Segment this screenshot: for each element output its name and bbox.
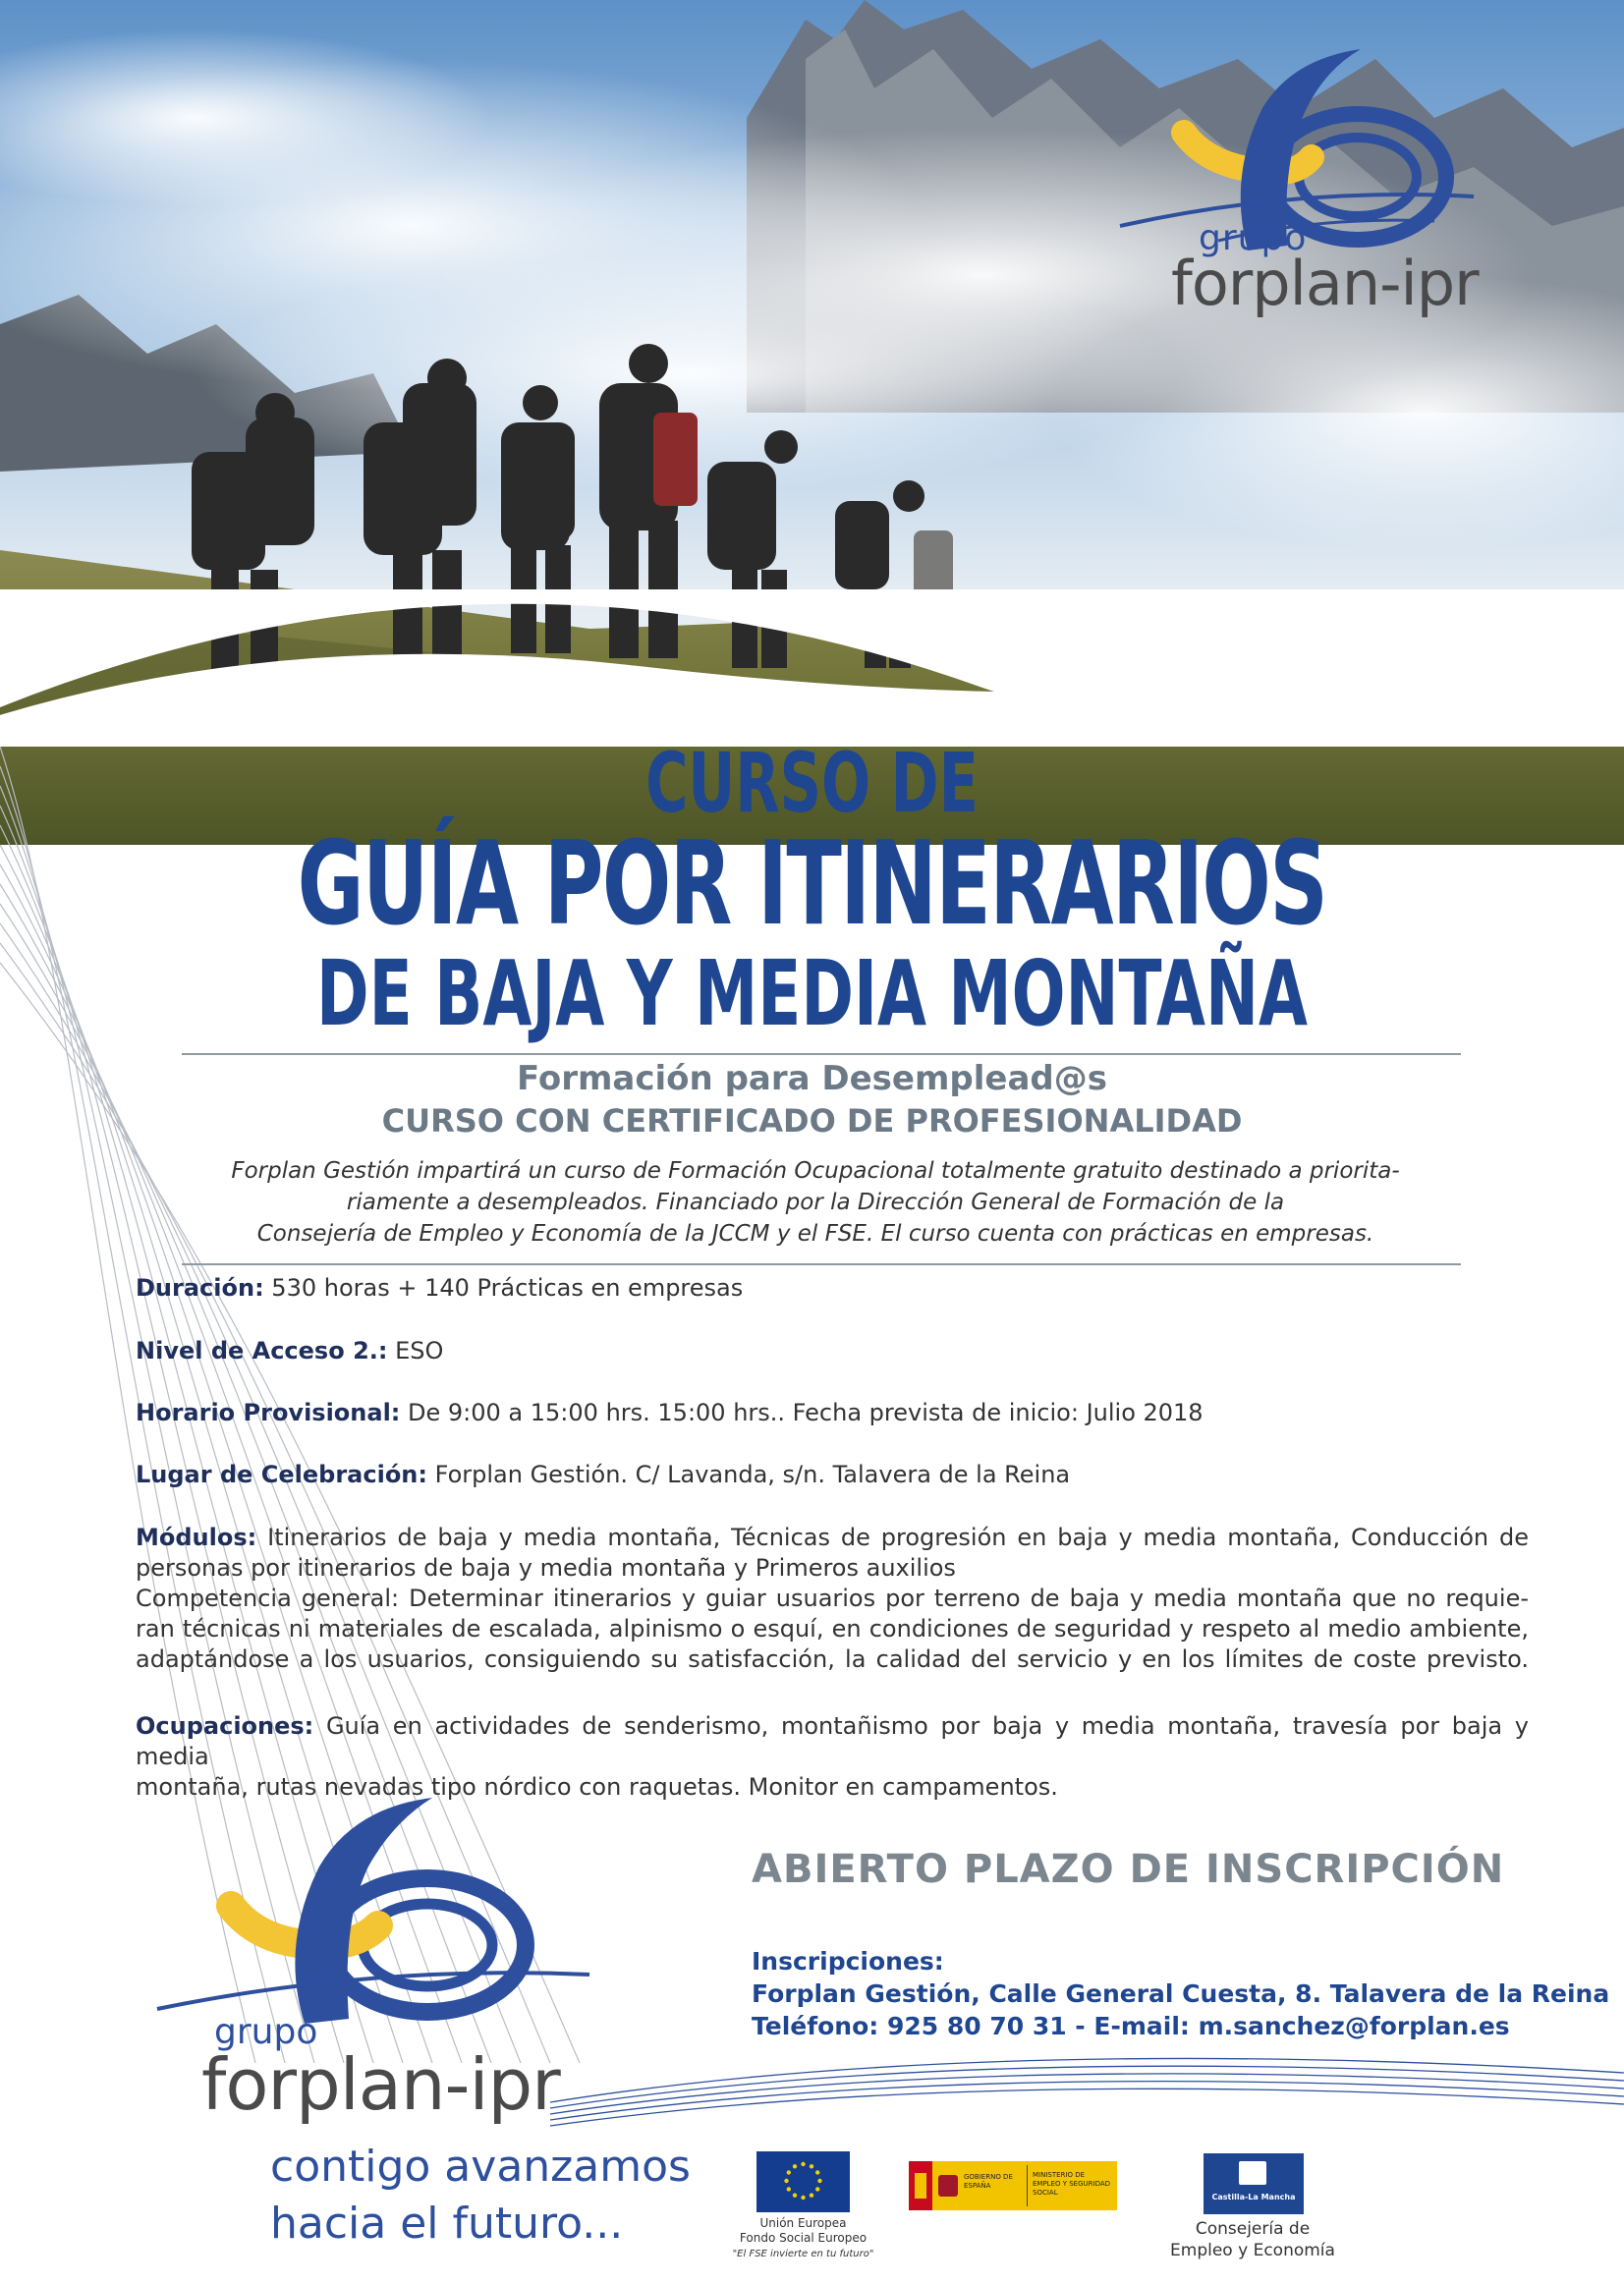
detail-ocupaciones	[136, 1711, 1529, 1803]
registration-open-heading: ABIERTO PLAZO DE INSCRIPCIÓN	[752, 1847, 1505, 1892]
hero-white-wave	[0, 609, 1624, 747]
eu-name: Unión Europea	[759, 2216, 847, 2230]
jccm-line-2: Empleo y Economía	[1170, 2241, 1335, 2260]
competencia-line: ran técnicas ni materiales de escalada, alpinismo o esquí, en condiciones de seguridad y respeto al medio ambiente,	[136, 1615, 1529, 1643]
jccm-logo	[1204, 2153, 1304, 2214]
slogan-line-2: hacia el futuro...	[270, 2199, 624, 2249]
detail-modulos	[136, 1523, 1529, 1675]
intro-line: riamente a desempleados. Financiado por la Dirección General de Formación de la	[346, 1190, 1285, 1215]
detail-lugar	[136, 1460, 1529, 1490]
contact-phone-email: Teléfono: 925 80 70 31 - E-mail: m.sanchez@forplan.es	[752, 2012, 1510, 2040]
logo-top-grupo: grupo	[1199, 218, 1308, 258]
jccm-caption	[1149, 2218, 1356, 2261]
title-line-1: CURSO DE	[645, 735, 979, 831]
spain-flag-stripe	[915, 2173, 926, 2199]
logo-bottom-brand-name: forplan-ipr	[201, 2043, 560, 2126]
detail-label: Ocupaciones:	[136, 1712, 314, 1740]
detail-value: personas por itinerarios de baja y media montaña y Primeros auxilios	[136, 1554, 956, 1582]
detail-value: montaña, rutas nevadas tipo nórdico con raquetas. Monitor en campamentos.	[136, 1773, 1058, 1801]
castle-icon	[1239, 2161, 1266, 2185]
detail-label: Módulos:	[136, 1524, 257, 1551]
contact-address: Forplan Gestión, Calle General Cuesta, 8. Talavera de la Reina	[752, 1979, 1610, 2008]
detail-value: Guía en actividades de senderismo, montañismo por baja y media montaña, travesía por baja y media	[136, 1712, 1529, 1770]
eu-flag-icon	[756, 2151, 850, 2212]
coat-of-arms-icon	[938, 2175, 958, 2197]
detail-horario	[136, 1398, 1529, 1428]
subtitle-audience: Formación para Desemplead@s	[517, 1059, 1107, 1098]
eu-fund: Fondo Social Europeo	[739, 2231, 868, 2245]
jccm-line-1: Consejería de	[1195, 2219, 1311, 2239]
detail-value: Forplan Gestión. C/ Lavanda, s/n. Talavera de la Reina	[427, 1461, 1071, 1488]
eu-motto: "El FSE invierte en tu futuro"	[732, 2249, 874, 2259]
jccm-mark-text: Castilla-La Mancha	[1211, 2193, 1296, 2201]
competencia-line: adaptándose a los usuarios, consiguiendo su satisfacción, la calidad del servicio y en los límites de coste previsto.	[136, 1645, 1529, 1673]
slogan-line-1: contigo avanzamos	[270, 2142, 691, 2192]
detail-duracion	[136, 1273, 1529, 1304]
intro-paragraph	[177, 1155, 1454, 1250]
logo-bottom-grupo: grupo	[214, 2012, 318, 2052]
es-ministry-text: MINISTERIO DE EMPLEO Y SEGURIDAD SOCIAL	[1033, 2171, 1111, 2197]
contact-block	[752, 1945, 1609, 2042]
contact-heading: Inscripciones:	[752, 1947, 944, 1976]
detail-value: Itinerarios de baja y media montaña, Técnicas de progresión en baja y media montaña, Conducción de	[256, 1524, 1529, 1551]
divider	[182, 1053, 1461, 1055]
title-line-2: GUÍA POR ITINERARIOS	[297, 815, 1327, 951]
divider	[1027, 2165, 1028, 2206]
detail-value: ESO	[387, 1337, 444, 1365]
intro-line: Consejería de Empleo y Economía de la JCCM y el FSE. El curso cuenta con prácticas en empresas.	[256, 1221, 1374, 1247]
subtitle-certificate: CURSO CON CERTIFICADO DE PROFESIONALIDAD	[381, 1102, 1243, 1140]
spain-government-logo	[909, 2161, 1117, 2210]
detail-label: Horario Provisional:	[136, 1399, 401, 1426]
eu-caption	[732, 2216, 874, 2261]
logo-top-brand-name: forplan-ipr	[1171, 248, 1479, 319]
es-government-text: GOBIERNO DE ESPAÑA	[964, 2173, 1013, 2190]
detail-label: Nivel de Acceso 2.:	[136, 1337, 388, 1365]
detail-label: Duración:	[136, 1274, 264, 1302]
intro-line: Forplan Gestión impartirá un curso de Formación Ocupacional totalmente gratuito destinado a priorita-	[231, 1158, 1400, 1184]
detail-label: Lugar de Celebración:	[136, 1461, 427, 1488]
detail-value: De 9:00 a 15:00 hrs. 15:00 hrs.. Fecha prevista de inicio: Julio 2018	[400, 1399, 1204, 1426]
detail-nivel	[136, 1336, 1529, 1366]
title-line-3: DE BAJA Y MEDIA MONTAÑA	[315, 941, 1308, 1046]
divider	[182, 1263, 1461, 1265]
competencia-line: Competencia general: Determinar itinerarios y guiar usuarios por terreno de baja y media montaña que no requie-	[136, 1585, 1529, 1612]
detail-value: 530 horas + 140 Prácticas en empresas	[263, 1274, 744, 1302]
